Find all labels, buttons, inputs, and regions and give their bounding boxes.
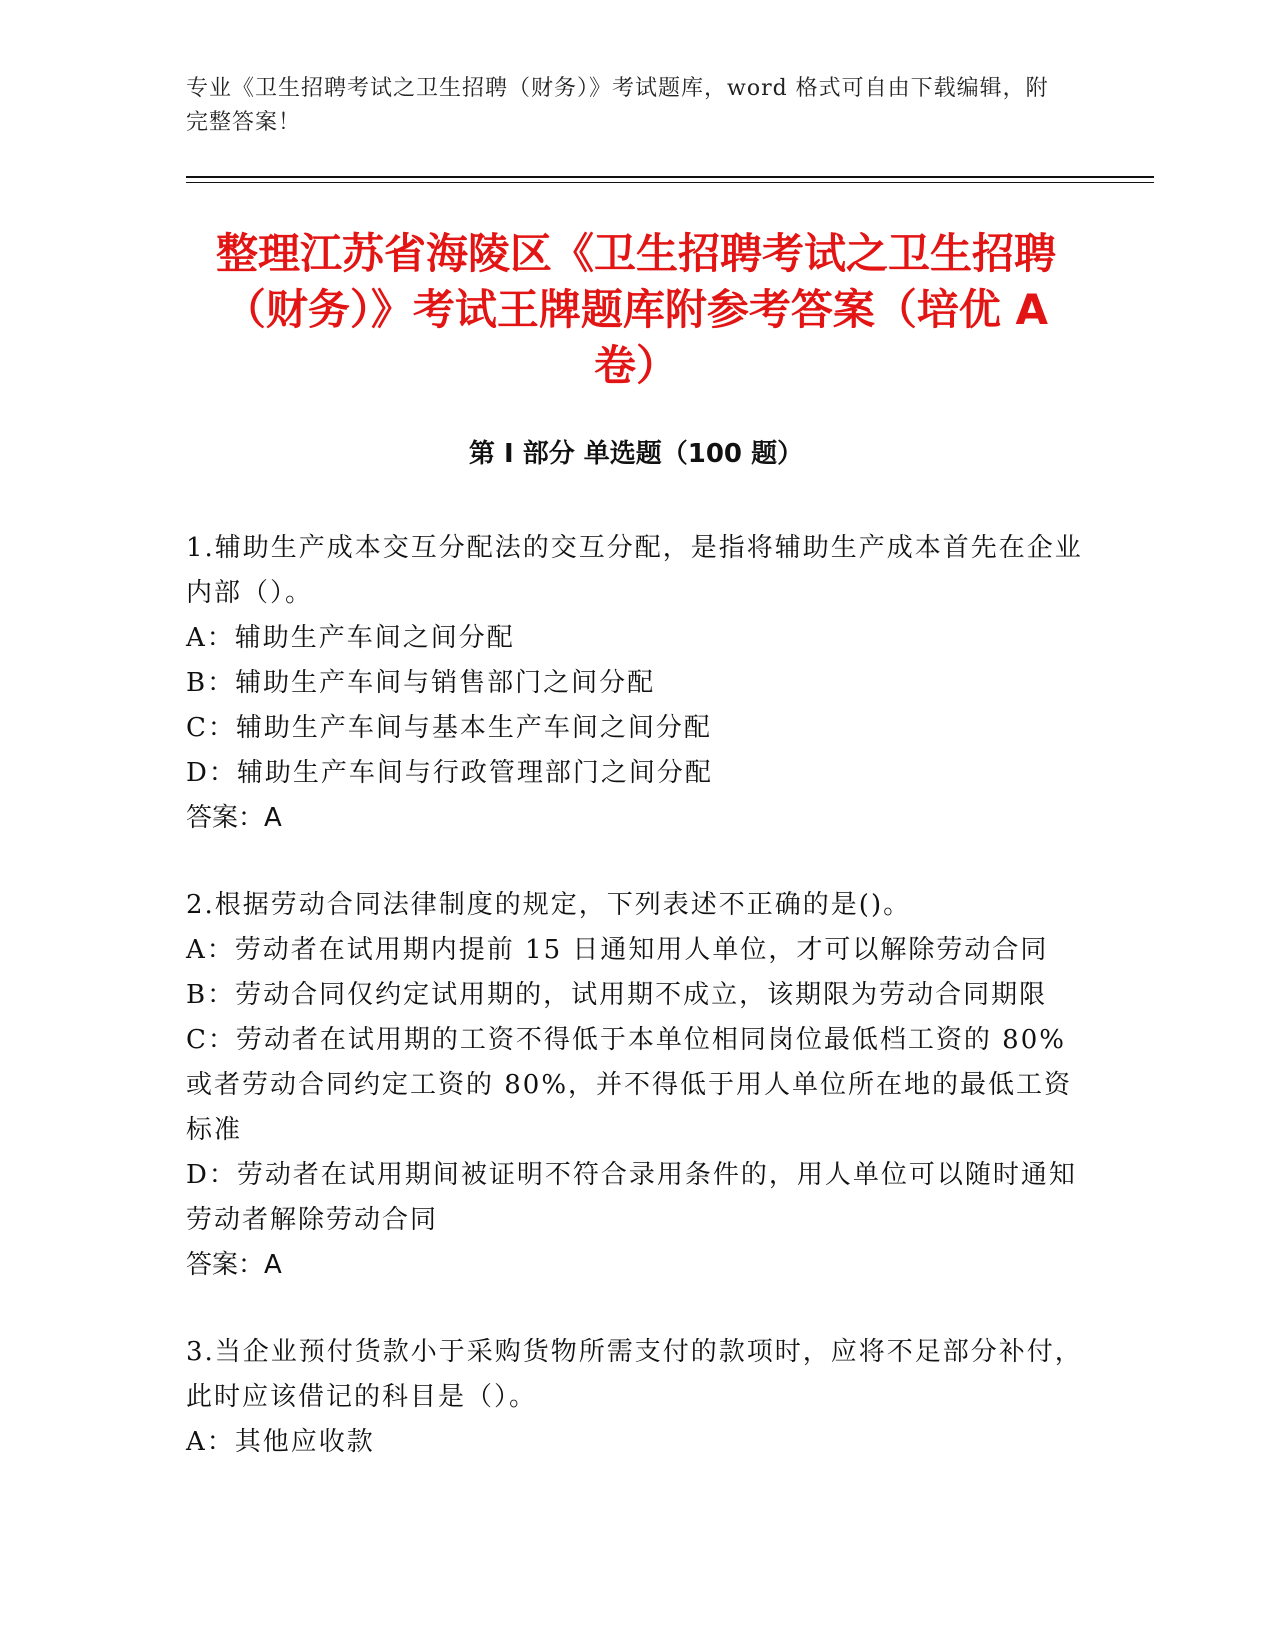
option-c: C：辅助生产车间与基本生产车间之间分配 <box>186 713 712 743</box>
option-c: C：劳动者在试用期的工资不得低于本单位相同岗位最低档工资的 80%或者劳动合同约定工资的 80%，并不得低于用人单位所在地的最低工资标准 <box>186 1025 1073 1145</box>
header-rule-thin <box>186 182 1154 183</box>
question-1 <box>186 526 1086 841</box>
question-2 <box>186 883 1086 1288</box>
option-b: B：辅助生产车间与销售部门之间分配 <box>186 668 656 698</box>
option-a: A：劳动者在试用期内提前 15 日通知用人单位，才可以解除劳动合同 <box>186 935 1049 965</box>
document-title: 整理江苏省海陵区《卫生招聘考试之卫生招聘（财务）》考试王牌题库附参考答案（培优 A 卷） <box>215 229 1056 390</box>
header-rule-thick <box>186 176 1154 178</box>
option-a: A：其他应收款 <box>186 1427 375 1457</box>
section-title: 第 I 部分 单选题（100 题） <box>468 439 804 469</box>
question-3 <box>186 1330 1086 1465</box>
question-list <box>186 526 1086 1507</box>
question-text: 2.根据劳动合同法律制度的规定，下列表述不正确的是()。 <box>186 890 912 920</box>
answer-line: 答案：A <box>186 803 282 833</box>
header-note: 专业《卫生招聘考试之卫生招聘（财务）》考试题库，word 格式可自由下载编辑，附完整答案！ <box>186 76 1049 135</box>
question-text: 3.当企业预付货款小于采购货物所需支付的款项时，应将不足部分补付，此时应该借记的科目是（）。 <box>186 1337 1083 1412</box>
answer-line: 答案：A <box>186 1250 282 1280</box>
option-b: B：劳动合同仅约定试用期的，试用期不成立，该期限为劳动合同期限 <box>186 980 1048 1010</box>
option-a: A：辅助生产车间之间分配 <box>186 623 515 653</box>
option-d: D：辅助生产车间与行政管理部门之间分配 <box>186 758 713 788</box>
option-d: D：劳动者在试用期间被证明不符合录用条件的，用人单位可以随时通知劳动者解除劳动合同 <box>186 1160 1077 1235</box>
question-text: 1.辅助生产成本交互分配法的交互分配，是指将辅助生产成本首先在企业内部（）。 <box>186 533 1083 608</box>
